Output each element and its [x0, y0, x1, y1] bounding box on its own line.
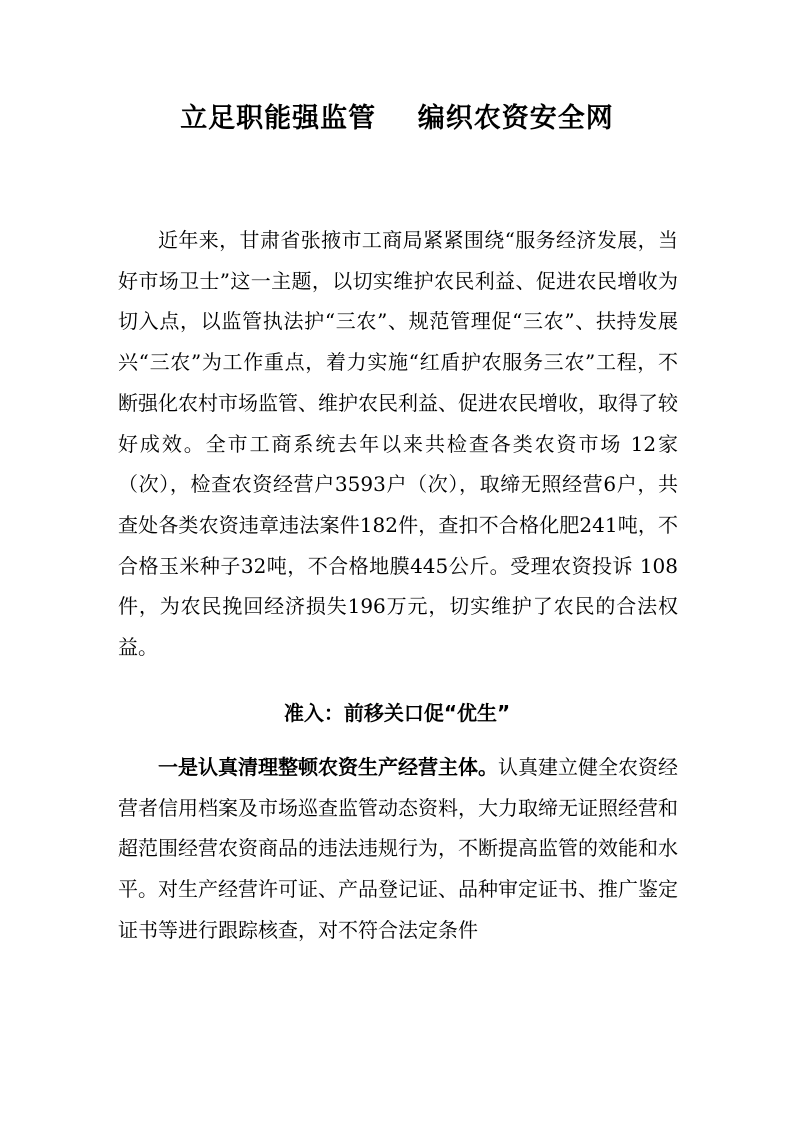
paragraph-section-1: [118, 747, 678, 951]
paragraph-intro: 近年来，甘肃省张掖市工商局紧紧围绕“服务经济发展，当好市场卫士”这一主题，以切实维护农民利益、促进农民增收为切入点，以监管执法护“三农”、规范管理促“三农”、扶持发展兴“三农”为工作重点，着力实施“红盾护农服务三农”工程，不断强化农村市场监管、维护农民利益、促进农民增收，取得了较好成效。全市工商系统去年以来共检查各类农资市场 12家（次），检查农资经营户3593户（次），取缔无照经营6户，共查处各类农资违章违法案件182件，查扣不合格化肥241吨，不合格玉米种子32吨，不合格地膜445公斤。受理农资投诉 108件，为农民挽回经济损失196万元，切实维护了农民的合法权益。: [118, 228, 678, 660]
document-title: 立足职能强监管 编织农资安全网: [180, 103, 614, 134]
paragraph-body-text: 认真建立健全农资经营者信用档案及市场巡查监管动态资料，大力取缔无证照经营和超范围经营农资商品的违法违规行为，不断提高监管的效能和水平。对生产经营许可证、产品登记证、品种审定证书、推广鉴定证书等进行跟踪核查，对不符合法定条件: [118, 755, 678, 942]
section-heading: 准入：前移关口促“优生”: [283, 701, 511, 725]
paragraph-lead-text: 一是认真清理整顿农资生产经营主体。: [158, 755, 498, 779]
